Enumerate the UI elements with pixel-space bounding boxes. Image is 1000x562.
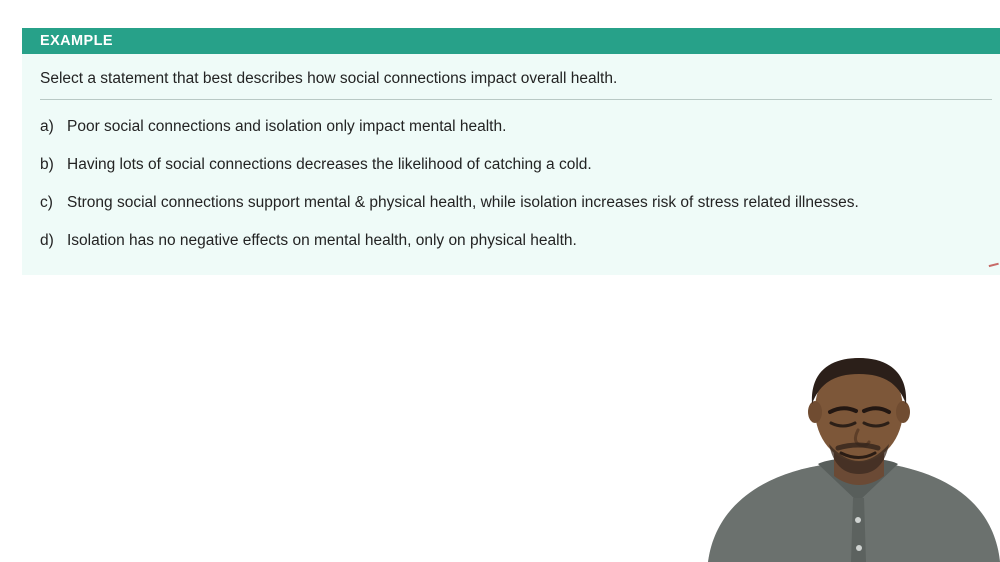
- question-prompt: Select a statement that best describes how social connections impact overall health.: [40, 70, 618, 87]
- answer-choice-text: Poor social connections and isolation only impact mental health.: [67, 118, 507, 136]
- answer-choice-marker: b): [40, 156, 54, 174]
- answer-choice-list: [40, 108, 982, 259]
- prompt-divider: [40, 99, 992, 100]
- answer-choice-b[interactable]: [40, 146, 982, 184]
- answer-choice-c[interactable]: [40, 184, 982, 222]
- answer-choice-text: Isolation has no negative effects on mental health, only on physical health.: [67, 231, 577, 249]
- example-header: [22, 28, 1000, 54]
- answer-choice-marker: c): [40, 193, 53, 211]
- answer-choice-text: Having lots of social connections decreases the likelihood of catching a cold.: [67, 156, 592, 174]
- answer-choice-marker: a): [40, 118, 54, 136]
- answer-choice-d[interactable]: [40, 222, 982, 260]
- answer-choice-a[interactable]: [40, 108, 982, 146]
- answer-choice-text: Strong social connections support mental & physical health, while isolation increases risk of stress related illnesses.: [67, 193, 859, 211]
- example-card: [22, 28, 1000, 275]
- answer-choice-marker: d): [40, 231, 54, 249]
- presenter-video[interactable]: [698, 352, 1000, 562]
- example-header-label: EXAMPLE: [40, 33, 113, 49]
- example-body: [22, 54, 1000, 275]
